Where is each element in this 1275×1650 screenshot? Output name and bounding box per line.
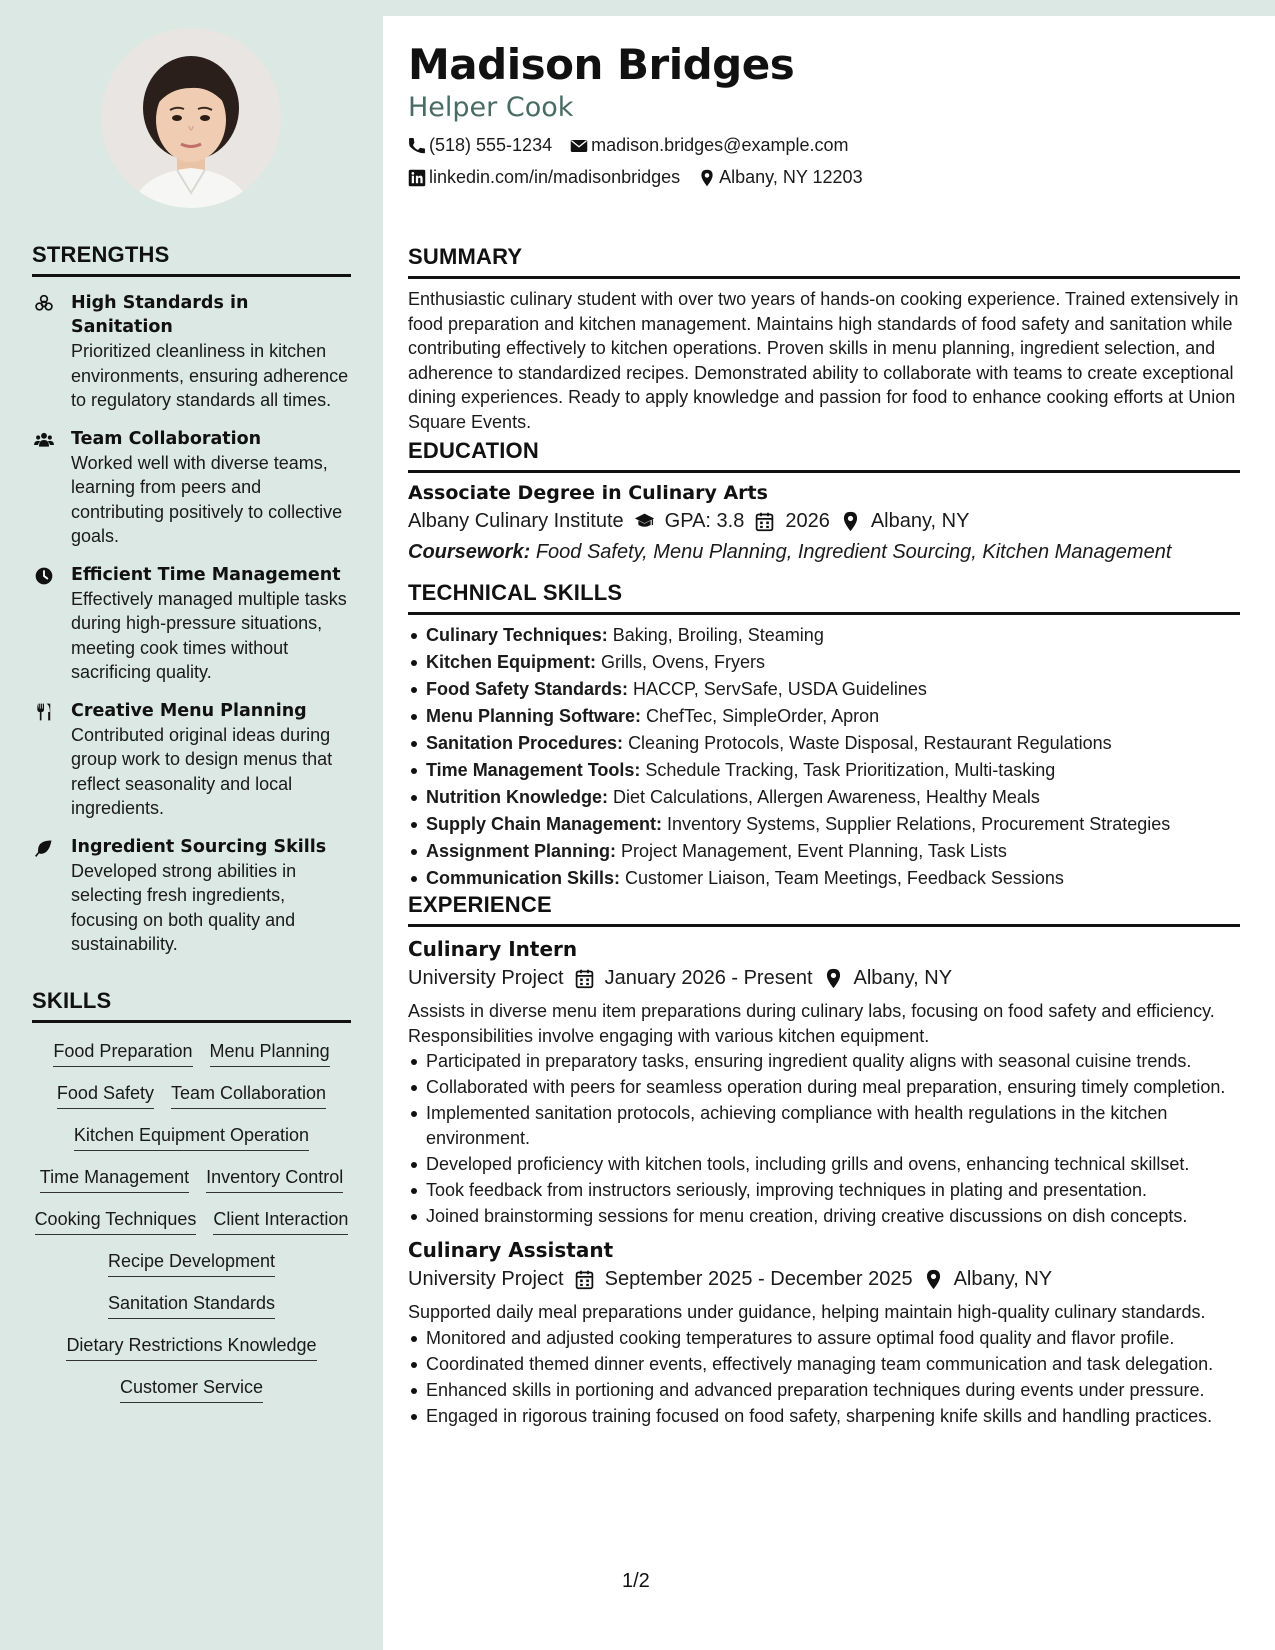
skill-label: Culinary Techniques: bbox=[426, 625, 608, 645]
degree-title: Associate Degree in Culinary Arts bbox=[408, 482, 768, 504]
list-item: Coordinated themed dinner events, effectively managing team communication and task delegation. bbox=[408, 1352, 1240, 1377]
job-meta bbox=[408, 967, 1240, 990]
email-text: madison.bridges@example.com bbox=[591, 135, 849, 155]
list-item bbox=[408, 758, 1240, 783]
job-title: Culinary Assistant bbox=[408, 1238, 614, 1262]
strength-item bbox=[32, 835, 351, 957]
job-location: Albany, NY bbox=[953, 1268, 1053, 1290]
job-org: University Project bbox=[408, 1268, 564, 1290]
skill-label: Food Safety Standards: bbox=[426, 679, 629, 699]
education-meta bbox=[408, 510, 1240, 533]
users-icon bbox=[32, 429, 56, 451]
school-location: Albany, NY bbox=[870, 510, 970, 532]
coursework-label: Coursework: bbox=[408, 541, 531, 563]
list-item bbox=[408, 677, 1240, 702]
list-item: Took feedback from instructors seriously, improving techniques in plating and presentation. bbox=[408, 1178, 1240, 1203]
skill-value: Customer Liaison, Team Meetings, Feedback Sessions bbox=[625, 868, 1064, 888]
skill-tag: Food Preparation bbox=[53, 1039, 192, 1067]
list-item bbox=[408, 785, 1240, 810]
skill-label: Sanitation Procedures: bbox=[426, 733, 624, 753]
utensils-icon bbox=[32, 701, 56, 723]
list-item: Monitored and adjusted cooking temperatures to assure optimal food quality and flavor profile. bbox=[408, 1326, 1240, 1351]
skill-tag: Dietary Restrictions Knowledge bbox=[66, 1333, 316, 1361]
leaf-icon bbox=[32, 837, 56, 859]
linkedin-text: linkedin.com/in/madisonbridges bbox=[429, 167, 681, 187]
list-item: Enhanced skills in portioning and advanced preparation techniques during events under pressure. bbox=[408, 1378, 1240, 1403]
biohazard-icon bbox=[32, 293, 56, 315]
skill-tag: Food Safety bbox=[57, 1081, 154, 1109]
coursework bbox=[408, 541, 1240, 564]
skill-tag: Customer Service bbox=[120, 1375, 263, 1403]
list-item bbox=[408, 812, 1240, 837]
strength-title: Ingredient Sourcing Skills bbox=[71, 836, 327, 857]
job-title: Culinary Intern bbox=[408, 937, 578, 961]
skill-label: Assignment Planning: bbox=[426, 841, 617, 861]
calendar-icon bbox=[754, 511, 775, 532]
candidate-name: Madison Bridges bbox=[408, 40, 795, 89]
clock-icon bbox=[32, 565, 56, 587]
contact-row bbox=[408, 167, 863, 188]
job-entry bbox=[408, 1238, 1240, 1428]
strength-desc: Worked well with diverse teams, learning from peers and contributing positively to collective goals. bbox=[71, 452, 343, 546]
strength-title: High Standards in Sanitation bbox=[71, 293, 249, 337]
envelope-icon bbox=[570, 137, 588, 155]
skill-value: Cleaning Protocols, Waste Disposal, Restaurant Regulations bbox=[628, 733, 1112, 753]
linkedin-icon bbox=[408, 169, 426, 187]
skill-tag: Kitchen Equipment Operation bbox=[74, 1123, 309, 1151]
main-content bbox=[383, 16, 1275, 1650]
gpa-text: GPA: 3.8 bbox=[664, 510, 745, 532]
skill-tag: Recipe Development bbox=[108, 1249, 275, 1277]
page-number: 1/2 bbox=[622, 1570, 650, 1592]
skill-label: Communication Skills: bbox=[426, 868, 621, 888]
skill-label: Time Management Tools: bbox=[426, 760, 641, 780]
job-role: Helper Cook bbox=[408, 92, 574, 123]
phone-text: (518) 555-1234 bbox=[429, 135, 553, 155]
technical-skills-heading: TECHNICAL SKILLS bbox=[408, 580, 1240, 615]
list-item: Developed proficiency with kitchen tools, including grills and ovens, enhancing technical skillset. bbox=[408, 1152, 1240, 1177]
phone-contact[interactable] bbox=[408, 135, 552, 156]
strength-desc: Prioritized cleanliness in kitchen environments, ensuring adherence to regulatory standards all times. bbox=[71, 341, 349, 410]
graduation-cap-icon bbox=[634, 511, 655, 532]
skill-label: Nutrition Knowledge: bbox=[426, 787, 608, 807]
map-pin-icon bbox=[923, 1269, 944, 1290]
strength-title: Creative Menu Planning bbox=[71, 700, 307, 721]
list-item: Implemented sanitation protocols, achieving compliance with health regulations in the kitchen environment. bbox=[408, 1101, 1240, 1150]
calendar-icon bbox=[574, 968, 595, 989]
strength-item bbox=[32, 699, 351, 821]
strength-item bbox=[32, 563, 351, 685]
summary-heading: SUMMARY bbox=[408, 244, 1240, 279]
list-item: Participated in preparatory tasks, ensuring ingredient quality aligns with seasonal cuisine trends. bbox=[408, 1049, 1240, 1074]
graduation-year: 2026 bbox=[785, 510, 830, 532]
skill-tag: Time Management bbox=[40, 1165, 189, 1193]
skill-tag: Team Collaboration bbox=[171, 1081, 326, 1109]
skills-heading: SKILLS bbox=[32, 988, 351, 1023]
list-item bbox=[408, 731, 1240, 756]
technical-skills-section bbox=[408, 580, 1240, 893]
job-description: Assists in diverse menu item preparations during culinary labs, focusing on food safety and efficiency. Responsibilities involve engaging with various kitchen equipment. bbox=[408, 1001, 1215, 1046]
skill-tag: Cooking Techniques bbox=[35, 1207, 197, 1235]
technical-skills-list bbox=[408, 623, 1240, 891]
strength-title: Team Collaboration bbox=[71, 428, 262, 449]
skill-value: Baking, Broiling, Steaming bbox=[612, 625, 824, 645]
email-contact[interactable] bbox=[570, 135, 848, 156]
skill-label: Supply Chain Management: bbox=[426, 814, 663, 834]
sidebar bbox=[0, 0, 383, 1650]
school-name: Albany Culinary Institute bbox=[408, 510, 624, 532]
skill-value: Schedule Tracking, Task Prioritization, Multi-tasking bbox=[645, 760, 1056, 780]
map-pin-icon bbox=[698, 169, 716, 187]
job-bullets bbox=[408, 1049, 1240, 1228]
summary-text: Enthusiastic culinary student with over two years of hands-on cooking experience. Trained extensively in food preparation and kitchen management. Maintains high standards of food safety and sanitation while contributing effectively to kitchen operations. Proven skills in menu planning, ingredient selection, and adherence to standardized recipes. Demonstrated ability to collaborate with teams to create exceptional dining experiences. Ready to apply knowledge and passion for food to enhance cooking efforts at Union Square Events. bbox=[408, 289, 1239, 432]
list-item bbox=[408, 650, 1240, 675]
skills-cloud bbox=[32, 1039, 351, 1403]
skill-tag: Inventory Control bbox=[206, 1165, 343, 1193]
list-item bbox=[408, 866, 1240, 891]
profile-photo bbox=[101, 28, 281, 208]
skill-value: Grills, Ovens, Fryers bbox=[601, 652, 766, 672]
experience-section bbox=[408, 892, 1240, 1430]
strengths-list bbox=[32, 291, 351, 957]
contact-row bbox=[408, 135, 848, 156]
job-description: Supported daily meal preparations under guidance, helping maintain high-quality culinary standards. bbox=[408, 1302, 1206, 1322]
experience-heading: EXPERIENCE bbox=[408, 892, 1240, 927]
skill-tag: Client Interaction bbox=[213, 1207, 348, 1235]
skill-value: Diet Calculations, Allergen Awareness, Healthy Meals bbox=[613, 787, 1040, 807]
coursework-text: Food Safety, Menu Planning, Ingredient Sourcing, Kitchen Management bbox=[535, 541, 1172, 563]
education-heading: EDUCATION bbox=[408, 438, 1240, 473]
education-section bbox=[408, 438, 1240, 564]
strength-desc: Contributed original ideas during group work to design menus that reflect seasonality and local ingredients. bbox=[71, 724, 333, 818]
strengths-heading: STRENGTHS bbox=[32, 242, 351, 277]
job-location: Albany, NY bbox=[853, 967, 953, 989]
summary-section bbox=[408, 244, 1240, 434]
phone-icon bbox=[408, 137, 426, 155]
job-meta bbox=[408, 1268, 1240, 1291]
strength-item bbox=[32, 427, 351, 549]
skills-section bbox=[32, 988, 351, 1403]
list-item bbox=[408, 623, 1240, 648]
strength-desc: Effectively managed multiple tasks during high-pressure situations, meeting cook times without sacrificing quality. bbox=[71, 588, 347, 682]
skill-tag: Sanitation Standards bbox=[108, 1291, 275, 1319]
skill-value: HACCP, ServSafe, USDA Guidelines bbox=[633, 679, 927, 699]
list-item: Joined brainstorming sessions for menu creation, driving creative discussions on dish concepts. bbox=[408, 1204, 1240, 1229]
map-pin-icon bbox=[823, 968, 844, 989]
linkedin-contact[interactable] bbox=[408, 167, 680, 188]
skill-value: ChefTec, SimpleOrder, Apron bbox=[646, 706, 880, 726]
strengths-section bbox=[32, 242, 351, 971]
job-bullets bbox=[408, 1326, 1240, 1429]
list-item bbox=[408, 839, 1240, 864]
job-dates: September 2025 - December 2025 bbox=[604, 1268, 913, 1290]
list-item: Collaborated with peers for seamless operation during meal preparation, ensuring timely completion. bbox=[408, 1075, 1240, 1100]
skill-value: Project Management, Event Planning, Task Lists bbox=[621, 841, 1007, 861]
strength-item bbox=[32, 291, 351, 413]
skill-label: Kitchen Equipment: bbox=[426, 652, 596, 672]
strength-title: Efficient Time Management bbox=[71, 564, 341, 585]
location-text: Albany, NY 12203 bbox=[719, 167, 863, 187]
list-item bbox=[408, 704, 1240, 729]
calendar-icon bbox=[574, 1269, 595, 1290]
location-contact bbox=[698, 167, 862, 188]
job-dates: January 2026 - Present bbox=[604, 967, 813, 989]
skill-tag: Menu Planning bbox=[210, 1039, 330, 1067]
map-pin-icon bbox=[840, 511, 861, 532]
list-item: Engaged in rigorous training focused on food safety, sharpening knife skills and handling practices. bbox=[408, 1404, 1240, 1429]
job-entry bbox=[408, 937, 1240, 1228]
skill-value: Inventory Systems, Supplier Relations, Procurement Strategies bbox=[667, 814, 1171, 834]
job-org: University Project bbox=[408, 967, 564, 989]
strength-desc: Developed strong abilities in selecting fresh ingredients, focusing on both quality and sustainability. bbox=[71, 860, 297, 954]
skill-label: Menu Planning Software: bbox=[426, 706, 642, 726]
